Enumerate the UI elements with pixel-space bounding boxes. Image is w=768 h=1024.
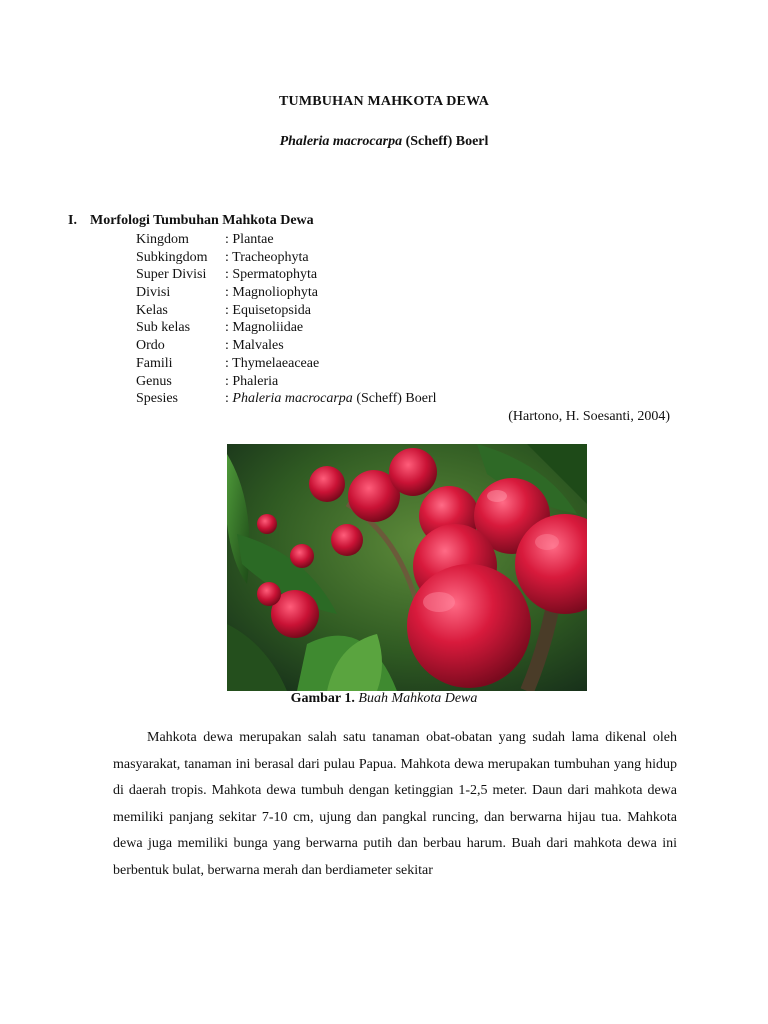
- taxonomy-separator: :: [225, 373, 233, 389]
- taxonomy-value: [232, 391, 436, 406]
- figure-photo: [227, 444, 587, 691]
- fruit-shape: [290, 544, 314, 568]
- taxonomy-row-kelas: [136, 302, 437, 320]
- taxonomy-key: Super Divisi: [136, 267, 207, 283]
- document-title: TUMBUHAN MAHKOTA DEWA: [278, 94, 490, 109]
- fruit-shape: [331, 524, 363, 556]
- taxonomy-separator: :: [225, 391, 233, 407]
- taxonomy-value: Spermatophyta: [232, 267, 318, 283]
- species-name-italic: Phaleria macrocarpa: [279, 134, 403, 149]
- taxonomy-row-divisi: [136, 284, 437, 302]
- section-title: Morfologi Tumbuhan Mahkota Dewa: [90, 213, 314, 228]
- figure-caption-text: Buah Mahkota Dewa: [358, 691, 478, 706]
- taxonomy-key: Spesies: [136, 391, 178, 407]
- taxonomy-key: Subkingdom: [136, 249, 208, 265]
- taxonomy-key: Famili: [136, 355, 173, 371]
- species-rest: (Scheff) Boerl: [352, 391, 437, 407]
- figure-label: Gambar 1.: [290, 691, 355, 706]
- taxonomy-value: Plantae: [232, 232, 274, 247]
- taxonomy-key: Kingdom: [136, 232, 189, 247]
- taxonomy-separator: :: [225, 320, 233, 336]
- mahkota-dewa-fruit-image: [227, 444, 587, 691]
- taxonomy-row-super-divisi: [136, 266, 437, 284]
- taxonomy-separator: :: [225, 232, 233, 247]
- taxonomy-row-famili: [136, 355, 437, 373]
- taxonomy-separator: :: [225, 302, 233, 318]
- section-number: I.: [68, 213, 77, 228]
- taxonomy-value: Equisetopsida: [232, 302, 311, 318]
- taxonomy-key: Genus: [136, 373, 172, 389]
- taxonomy-list: [136, 231, 437, 408]
- taxonomy-row-subkingdom: [136, 249, 437, 267]
- taxonomy-row-kingdom: [136, 231, 437, 249]
- taxonomy-row-spesies: [136, 390, 437, 408]
- taxonomy-value: Malvales: [232, 338, 284, 354]
- species-author: (Scheff) Boerl: [405, 134, 489, 149]
- taxonomy-separator: :: [225, 249, 233, 265]
- taxonomy-key: Divisi: [136, 285, 171, 301]
- document-subtitle: [0, 134, 768, 150]
- taxonomy-separator: :: [225, 267, 233, 283]
- taxonomy-separator: :: [225, 355, 233, 371]
- fruit-highlight: [487, 490, 507, 502]
- taxonomy-separator: :: [225, 338, 233, 354]
- taxonomy-value: Tracheophyta: [232, 249, 309, 265]
- taxonomy-value: Magnoliophyta: [232, 285, 318, 301]
- taxonomy-row-sub-kelas: [136, 319, 437, 337]
- taxonomy-key: Sub kelas: [136, 320, 191, 336]
- section-heading: [68, 213, 314, 229]
- species-italic: Phaleria macrocarpa: [232, 391, 353, 407]
- taxonomy-value: Magnoliidae: [232, 320, 304, 336]
- taxonomy-value: Phaleria: [232, 373, 279, 389]
- taxonomy-key: Kelas: [136, 302, 168, 318]
- fruit-shape: [389, 448, 437, 496]
- fruit-highlight: [535, 534, 559, 550]
- body-paragraph: Mahkota dewa merupakan salah satu tanaman obat-obatan yang sudah lama dikenal oleh masyarakat, tanaman ini berasal dari pulau Papua. Mahkota dewa merupakan tumbuhan yang hidup di daerah tropis. Mahkota dewa tumbuh dengan ketinggian 1-2,5 meter. Daun dari mahkota dewa memiliki panjang sekitar 7-10 cm, ujung dan pangkal runcing, dan berwarna hijau tua. Mahkota dewa juga memiliki bunga yang berwarna putih dan berbau harum. Buah dari mahkota dewa ini berbentuk bulat, berwarna merah dan berdiameter sekitar: [113, 730, 677, 878]
- fruit-shape: [309, 466, 345, 502]
- figure-caption: [0, 691, 768, 707]
- fruit-shape: [407, 564, 531, 688]
- taxonomy-value: Thymelaeaceae: [232, 355, 320, 371]
- taxonomy-separator: :: [225, 285, 233, 301]
- citation: (Hartono, H. Soesanti, 2004): [508, 409, 670, 424]
- fruit-shape: [257, 582, 281, 606]
- fruit-highlight: [423, 592, 455, 612]
- taxonomy-row-ordo: [136, 337, 437, 355]
- fruit-shape: [257, 514, 277, 534]
- taxonomy-row-genus: [136, 373, 437, 391]
- taxonomy-key: Ordo: [136, 338, 165, 354]
